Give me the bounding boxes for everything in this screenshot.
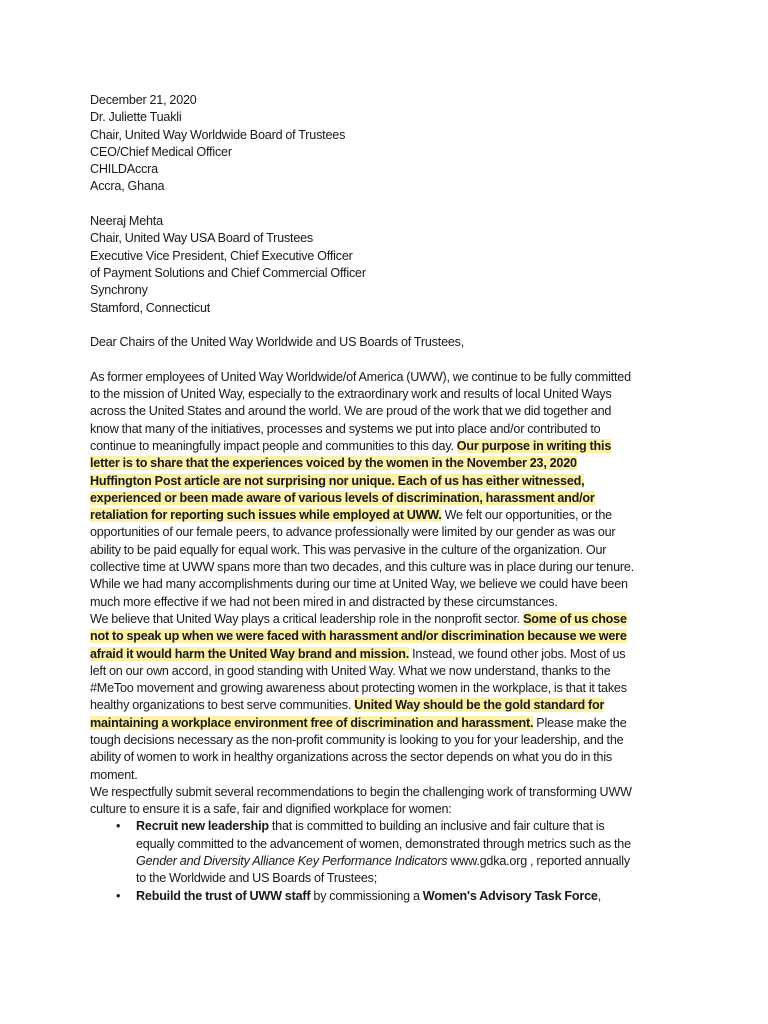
paragraph-3: We respectfully submit several recommendations to begin the challenging work of transforming UWW culture to ensure it is a safe, fair and dignified workplace for women: (90, 784, 632, 817)
recipient-2-org: Synchrony (90, 283, 148, 298)
letter-date: December 21, 2020 (90, 93, 197, 107)
paragraph-2-intro: We believe that United Way plays a critical leadership role in the nonprofit sector. (90, 611, 524, 626)
recommendation-1-text-cont: www.gdka.org , reported annually to the Worldwide and US Boards of Trustees; (136, 854, 630, 886)
paragraph-1-intro: As former employees of United Way Worldwide/of America (UWW), we continue to be fully committed to the mission of United Way, especially to the extraordinary work and results of local United Ways across the United States and around the world. We are proud of the work that we did together and know that many of the initiatives, processes and systems we put into place and/or contributed to continue to meaningfully impact people and communities to this day. (90, 369, 631, 453)
recipient-2-location: Stamford, Connecticut (90, 300, 211, 315)
paragraph-2-highlight-1: Some of us chose not to speak up when we were faced with harassment and/or discrimination because we were afraid it would harm the United Way brand and mission. (90, 611, 627, 661)
salutation: Dear Chairs of the United Way Worldwide and US Boards of Trustees, (90, 335, 465, 350)
recipient-2-block (90, 213, 638, 317)
recipient-2-role-cont: of Payment Solutions and Chief Commercial Officer (90, 265, 366, 280)
recommendations-list (90, 818, 638, 904)
recipient-1-location: Accra, Ghana (90, 179, 165, 194)
recipient-1-title: Chair, United Way Worldwide Board of Trustees (90, 127, 346, 142)
paragraph-2-closing: Please make the tough decisions necessary as the non-profit community is looking to you for your leadership, and the ability of women to work in healthy organizations across the sector depends on what you do in this moment. (90, 715, 627, 782)
paragraph-1-highlight: Our purpose in writing this letter is to share that the experiences voiced by the women in the November 23, 2020 Huffington Post article are not surprising nor unique. Each of us has either witnessed, experienced or been made aware of various levels of discrimination, harassment and/or retaliation for reporting such issues while employed at UWW. (90, 438, 612, 523)
recommendation-2-text-cont: , (597, 888, 602, 903)
recommendation-item (136, 818, 638, 887)
recommendation-1-text: that is committed to building an inclusive and fair culture that is equally committed to the advancement of women, demonstrated through metrics such as the (136, 819, 631, 851)
paragraph-2-body: Instead, we found other jobs. Most of us left on our own accord, in good standing with United Way. What we now understand, thanks to the #MeToo movement and growing awareness about protecting women in the workplace, is that it takes healthy organizations to best serve communities. (90, 646, 627, 713)
recipient-1-name: Dr. Juliette Tuakli (90, 110, 182, 125)
recommendation-2-heading: Rebuild the trust of UWW staff (136, 888, 311, 903)
paragraph-1 (90, 369, 638, 611)
recipient-2-role: Executive Vice President, Chief Executive Officer (90, 248, 353, 263)
recommendation-2-text: by commissioning a (310, 888, 423, 903)
letter-page (90, 92, 638, 905)
recommendation-1-heading: Recruit new leadership (136, 819, 269, 834)
recommendation-2-bold: Women's Advisory Task Force (422, 888, 598, 903)
paragraph-1-body: We felt our opportunities, or the opportunities of our female peers, to advance professionally were limited by our gender as was our ability to be paid equally for equal work. This was pervasive in the culture of the organization. Our collective time at UWW spans more than two decades, and this culture was in place during our tenure. While we had many accomplishments during our time at United Way, we believe we could have been much more effective if we had not been mired in and distracted by these circumstances. (90, 508, 634, 609)
recipient-2-name: Neeraj Mehta (90, 214, 163, 229)
recommendation-item (136, 888, 638, 905)
recommendation-1-italic: Gender and Diversity Alliance Key Performance Indicators (136, 854, 448, 869)
paragraph-2-highlight-2: United Way should be the gold standard for maintaining a workplace environment free of discrimination and harassment. (90, 698, 605, 730)
recipient-1-org: CHILDAccra (90, 162, 158, 177)
paragraph-2 (90, 611, 638, 784)
recipient-1-role: CEO/Chief Medical Officer (90, 144, 232, 159)
recipient-2-title: Chair, United Way USA Board of Trustees (90, 231, 314, 246)
recipient-1-block (90, 109, 638, 195)
